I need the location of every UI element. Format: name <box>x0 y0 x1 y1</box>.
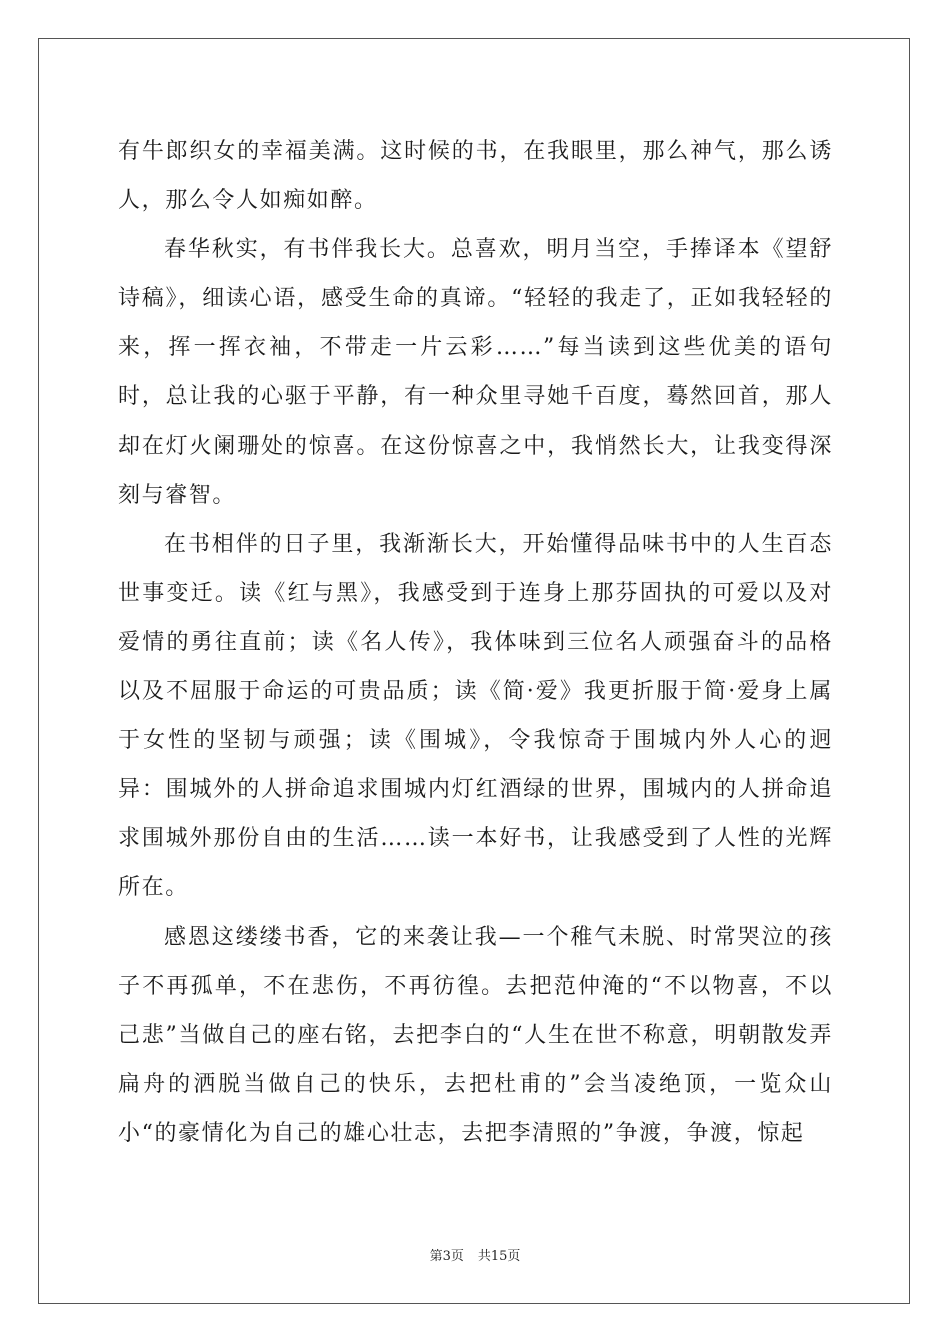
page-number: 第3页 <box>429 1249 464 1264</box>
total-pages: 共15页 <box>477 1249 521 1264</box>
paragraph-3: 在书相伴的日子里，我渐渐长大，开始懂得品味书中的人生百态世事变迁。读《红与黑》，我感受到于连身上那芬固执的可爱以及对爱情的勇往直前；读《名人传》，我体味到三位名人顽强奋斗的品格以及不屈服于命运的可贵品质；读《简·爱》我更折服于简·爱身上属于女性的坚韧与顽强；读《围城》，令我惊奇于围城内外人心的迥异：围城外的人拼命追求围城内灯红酒绿的世界，围城内的人拼命追求围城外那份自由的生活……读一本好书，让我感受到了人性的光辉所在。 <box>118 531 833 901</box>
paragraph-4: 感恩这缕缕书香，它的来袭让我—一个稚气未脱、时常哭泣的孩子不再孤单，不在悲伤，不再彷徨。去把范仲淹的“不以物喜，不以己悲”当做自己的座右铭，去把李白的“人生在世不称意，明朝散发弄扁舟的洒脱当做自己的快乐，去把杜甫的”会当凌绝顶，一览众山小“的豪情化为自己的雄心壮志，去把李清照的”争渡，争渡，惊起 <box>118 924 833 1146</box>
paragraph-2: 春华秋实，有书伴我长大。总喜欢，明月当空，手捧译本《望舒诗稿》，细读心语，感受生命的真谛。“轻轻的我走了，正如我轻轻的来，挥一挥衣袖，不带走一片云彩……”每当读到这些优美的语句时，总让我的心驱于平静，有一种众里寻她千百度，蓦然回首，那人却在灯火阑珊处的惊喜。在这份惊喜之中，我悄然长大，让我变得深刻与睿智。 <box>118 237 833 508</box>
document-body <box>118 127 833 1158</box>
paragraph-1: 有牛郎织女的幸福美满。这时候的书，在我眼里，那么神气，那么诱人，那么令人如痴如醉。 <box>118 139 833 214</box>
page-footer <box>0 1249 950 1265</box>
